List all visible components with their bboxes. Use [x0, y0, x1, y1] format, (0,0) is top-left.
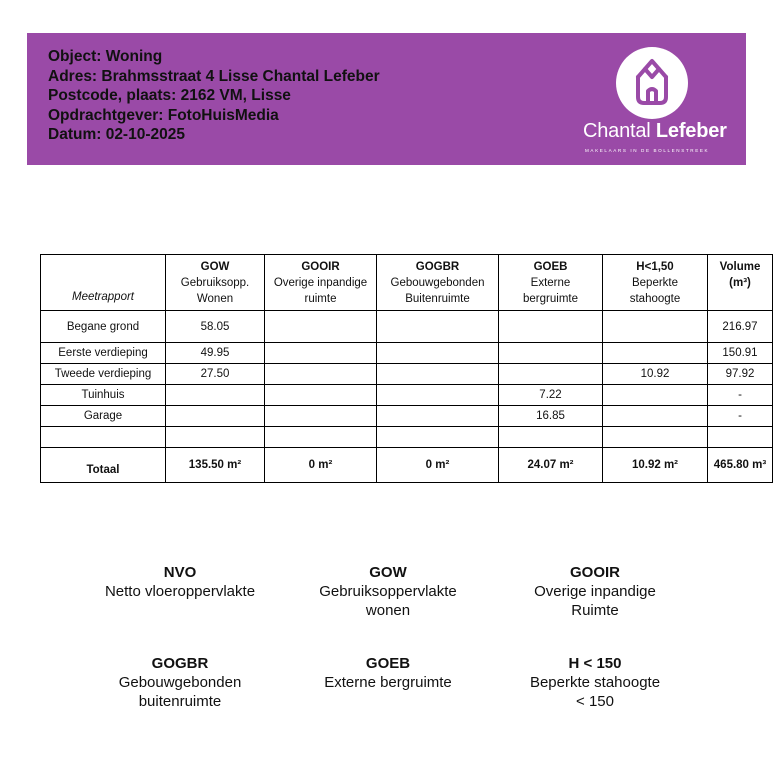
row-label: Eerste verdieping [41, 343, 166, 364]
row-label: Tuinhuis [41, 385, 166, 406]
table-row [41, 406, 773, 427]
logo-wordmark: Chantal Lefeber [583, 120, 727, 142]
total-cell: 465.80 m³ [708, 448, 773, 483]
table-header-row [41, 255, 773, 311]
measurement-table [40, 254, 773, 483]
table-cell: - [708, 406, 773, 427]
table-cell [499, 427, 603, 448]
table-cell [166, 427, 265, 448]
table-cell [265, 406, 377, 427]
table-cell [603, 343, 708, 364]
row-label: Garage [41, 406, 166, 427]
column-header: GOOIR Overige inpandige ruimte [265, 255, 377, 311]
column-header: GOEB Externe bergruimte [499, 255, 603, 311]
table-row [41, 343, 773, 364]
table-cell [377, 385, 499, 406]
legend-item: H < 150 Beperkte stahoogte < 150 [529, 655, 661, 710]
corner-label: Meetrapport [41, 255, 166, 311]
table-cell [265, 385, 377, 406]
total-label: Totaal [41, 448, 166, 483]
table-cell: - [708, 385, 773, 406]
table-cell [166, 406, 265, 427]
table-cell [377, 427, 499, 448]
table-cell: 216.97 [708, 311, 773, 343]
table-cell [603, 427, 708, 448]
table-cell: 97.92 [708, 364, 773, 385]
table-cell [166, 385, 265, 406]
table-cell [499, 364, 603, 385]
date-line: Datum: 02-10-2025 [48, 126, 185, 143]
table-cell [603, 406, 708, 427]
table-row [41, 311, 773, 343]
column-header: H<1,50 Beperkte stahoogte [603, 255, 708, 311]
table-cell: 27.50 [166, 364, 265, 385]
tulip-house-icon [616, 47, 688, 119]
table-cell: 49.95 [166, 343, 265, 364]
total-cell: 0 m² [377, 448, 499, 483]
table-cell [377, 364, 499, 385]
row-label: Tweede verdieping [41, 364, 166, 385]
table-cell: 150.91 [708, 343, 773, 364]
table-cell [377, 311, 499, 343]
total-cell: 135.50 m² [166, 448, 265, 483]
legend-item: GOEB Externe bergruimte [324, 655, 452, 691]
table-cell [603, 385, 708, 406]
legend-item: GOGBR Gebouwgebonden buitenruimte [118, 655, 242, 710]
company-logo [579, 47, 739, 159]
table-cell [265, 311, 377, 343]
column-header: GOGBR Gebouwgebonden Buitenruimte [377, 255, 499, 311]
postcode-line: Postcode, plaats: 2162 VM, Lisse [48, 87, 291, 104]
table-cell [603, 311, 708, 343]
column-header: Volume (m³) [708, 255, 773, 311]
table-cell [499, 343, 603, 364]
header-band [27, 33, 746, 165]
row-label: Begane grond [41, 311, 166, 343]
client-line: Opdrachtgever: FotoHuisMedia [48, 106, 279, 124]
table-cell: 58.05 [166, 311, 265, 343]
table-row [41, 385, 773, 406]
total-row [41, 448, 773, 483]
table-cell [265, 343, 377, 364]
table-cell [377, 343, 499, 364]
column-header: GOW Gebruiksopp. Wonen [166, 255, 265, 311]
table-cell [708, 427, 773, 448]
legend-item: GOW Gebruiksoppervlakte wonen [319, 564, 457, 619]
table-cell: 16.85 [499, 406, 603, 427]
table-row [41, 364, 773, 385]
legend-item: NVO Netto vloeroppervlakte [104, 564, 256, 600]
total-cell: 10.92 m² [603, 448, 708, 483]
row-label [41, 427, 166, 448]
table-cell [377, 406, 499, 427]
total-cell: 24.07 m² [499, 448, 603, 483]
table-row-empty [41, 427, 773, 448]
table-cell [499, 311, 603, 343]
legend-item: GOOIR Overige inpandige Ruimte [534, 564, 656, 619]
total-cell: 0 m² [265, 448, 377, 483]
logo-tagline: MAKELAARS IN DE BOLLENSTREEK [585, 148, 710, 153]
object-info [48, 47, 380, 145]
table-cell [265, 427, 377, 448]
table-cell: 7.22 [499, 385, 603, 406]
address-line: Adres: Brahmsstraat 4 Lisse Chantal Lefeber [48, 67, 380, 85]
table-cell: 10.92 [603, 364, 708, 385]
object-line: Object: Woning [48, 48, 163, 65]
table-cell [265, 364, 377, 385]
